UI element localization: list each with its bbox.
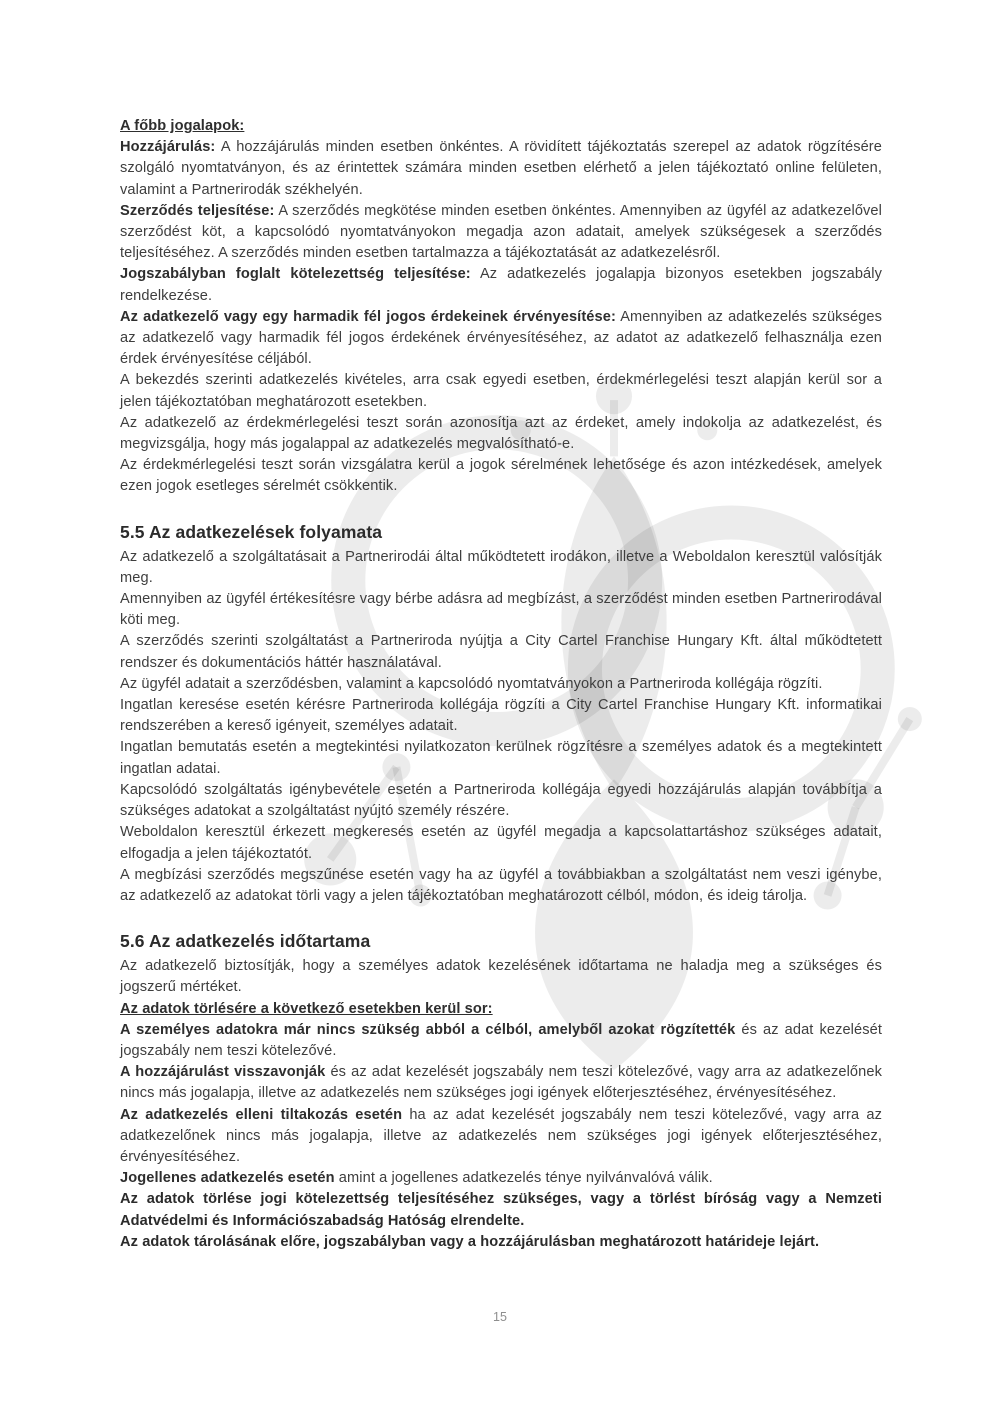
paragraph-lead: A személyes adatokra már nincs szükség abból a célból, amelyből azokat rögzítették: [120, 1021, 736, 1038]
paragraph-lead: Az adatkezelő vagy egy harmadik fél jogos érdekeinek érvényesítése:: [120, 308, 616, 325]
paragraph-text: ha az adat kezelését jogszabály nem teszi kötelezővé, vagy arra az adatkezelőnek nincs más jogalapja, illetve az adatkezelés nem szükséges jogi igények előterjesztéséhez, érvényesítéséhez.: [120, 1106, 883, 1165]
paragraph-text: A szerződés megkötése minden esetben önkéntes. Amennyiben az ügyfél az adatkezelővel szerződést köt, a kapcsolódó nyomtatványokon megadja azon adatait, amelyek szükségesek a szerződés teljesítéséhez. A szerződés minden esetben tartalmazza a tájékoztatását az adatkezelésről.: [120, 202, 882, 262]
section-heading: 5.5 Az adatkezelések folyamata: [120, 521, 383, 542]
paragraph: Ingatlan keresése esetén kérésre Partneriroda kollégája rögzíti a City Cartel Franchise Hungary Kft. informatikai rendszerében a kereső igényeit, személyes adatait.: [120, 697, 882, 735]
paragraph: A megbízási szerződés megszűnése esetén vagy ha az ügyfél a továbbiakban a szolgáltatást nem veszi igénybe, az adatkezelő az adatokat törli vagy a jelen tájékoztatóban meghatározott célból, módon, és ideig tárolja.: [120, 866, 882, 904]
document-body: [120, 116, 882, 1253]
paragraph-text: és az adat kezelését jogszabály nem teszi kötelezővé.: [120, 1021, 883, 1059]
paragraph-lead: Szerződés teljesítése:: [120, 202, 275, 219]
paragraph: [120, 307, 882, 371]
paragraph-text: Az adatkezelés jogalapja bizonyos esetekben jogszabály rendelkezése.: [120, 266, 882, 304]
paragraph-lead: A hozzájárulást visszavonják: [120, 1064, 326, 1081]
paragraph: [120, 1105, 882, 1169]
paragraph: Az adatkezelő biztosítják, hogy a személyes adatok kezelésének időtartama ne haladja meg a szükséges és jogszerű mértéket.: [120, 958, 882, 996]
paragraph: [120, 1020, 882, 1062]
paragraph-lead: Az adatkezelés elleni tiltakozás esetén: [120, 1106, 403, 1123]
paragraph: Az adatkezelő az érdekmérlegelési teszt során azonosítja azt az érdeket, amely indokolja az adatkezelést, és megvizsgálja, hogy más jogalappal az adatkezelés megvalósítható-e.: [120, 414, 882, 453]
paragraph: Ingatlan bemutatás esetén a megtekintési nyilatkozaton kerülnek rögzítésre a személyes adatok és a megtekintett ingatlan adatai.: [120, 739, 882, 777]
paragraph-text: és az adat kezelését jogszabály nem teszi kötelezővé, vagy arra az adatkezelőnek nincs más jogalapja, illetve az adatkezelés nem szükséges jogi igények előterjesztéséhez, érvényesítéséhez.: [120, 1064, 882, 1102]
paragraph-text: A hozzájárulás minden esetben önkéntes. A rövidített tájékoztatás szerepel az adatok rögzítésére szolgáló nyomtatványon, és az érintettek számára minden esetben elérhető a jelen tájékoztató online felületen, valamint a Partnerirodák székhelyén.: [120, 139, 882, 198]
paragraph: A szerződés szerinti szolgáltatást a Partneriroda nyújtja a City Cartel Franchise Hungary Kft. által működtetett rendszer és dokumentációs háttér használatával.: [120, 633, 882, 671]
paragraph: Amennyiben az ügyfél értékesítésre vagy bérbe adásra ad megbízást, a szerződést minden esetben Partnerirodával köti meg.: [120, 591, 882, 629]
paragraph: [120, 264, 882, 306]
paragraph: [120, 201, 882, 265]
page-footer: [0, 1310, 1000, 1324]
paragraph-lead: Jogszabályban foglalt kötelezettség teljesítése:: [120, 266, 471, 283]
page-number: 15: [493, 1310, 507, 1324]
paragraph: [120, 1168, 882, 1189]
paragraph: Az érdekmérlegelési teszt során vizsgálatra kerül a jogok sérelmének lehetősége és azon intézkedések, amelyek ezen jogok esetleges sérelmét csökkentik.: [120, 457, 882, 495]
underlined-heading: Az adatok törlésére a következő esetekben kerül sor:: [120, 1000, 493, 1017]
paragraph-lead: Jogellenes adatkezelés esetén: [120, 1170, 335, 1187]
paragraph-text: Amennyiben az adatkezelés szükséges az adatkezelő vagy harmadik fél jogos érdekének érvényesítéséhez, az adatot az adatkezelő felhasználja ezen érdek érvényesítése céljából.: [120, 308, 882, 368]
underlined-heading: A főbb jogalapok:: [120, 118, 245, 134]
paragraph: [120, 1062, 882, 1104]
paragraph: Kapcsolódó szolgáltatás igénybevétele esetén a Partneriroda kollégája egyedi hozzájárulás alapján továbbítja a szükséges adatokat a szolgáltatást nyújtó személy részére.: [120, 781, 882, 820]
paragraph-lead: Hozzájárulás:: [120, 139, 216, 156]
bold-paragraph: Az adatok tárolásának előre, jogszabályban vagy a hozzájárulásban meghatározott határideje lejárt.: [120, 1233, 820, 1250]
paragraph-text: amint a jogellenes adatkezelés ténye nyilvánvalóvá válik.: [338, 1170, 713, 1187]
section-heading: 5.6 Az adatkezelés időtartama: [120, 931, 371, 952]
paragraph: Weboldalon keresztül érkezett megkeresés esetén az ügyfél megadja a kapcsolattartáshoz szükséges adatait, elfogadja a jelen tájékoztatót.: [120, 824, 882, 862]
paragraph: Az ügyfél adatait a szerződésben, valamint a kapcsolódó nyomtatványokon a Partneriroda kollégája rögzíti.: [120, 675, 823, 692]
paragraph: A bekezdés szerinti adatkezelés kivételes, arra csak egyedi esetben, érdekmérlegelési teszt alapján kerül sor a jelen tájékoztatóban meghatározott esetekben.: [120, 372, 882, 410]
paragraph: [120, 137, 882, 201]
paragraph: Az adatkezelő a szolgáltatásait a Partnerirodái által működtetett irodákon, illetve a Weboldalon keresztül valósítják meg.: [120, 548, 882, 586]
bold-paragraph: Az adatok törlése jogi kötelezettség teljesítéséhez szükséges, vagy a törlést bíróság vagy a Nemzeti Adatvédelmi és Információszabadság Hatóság elrendelte.: [120, 1191, 882, 1229]
